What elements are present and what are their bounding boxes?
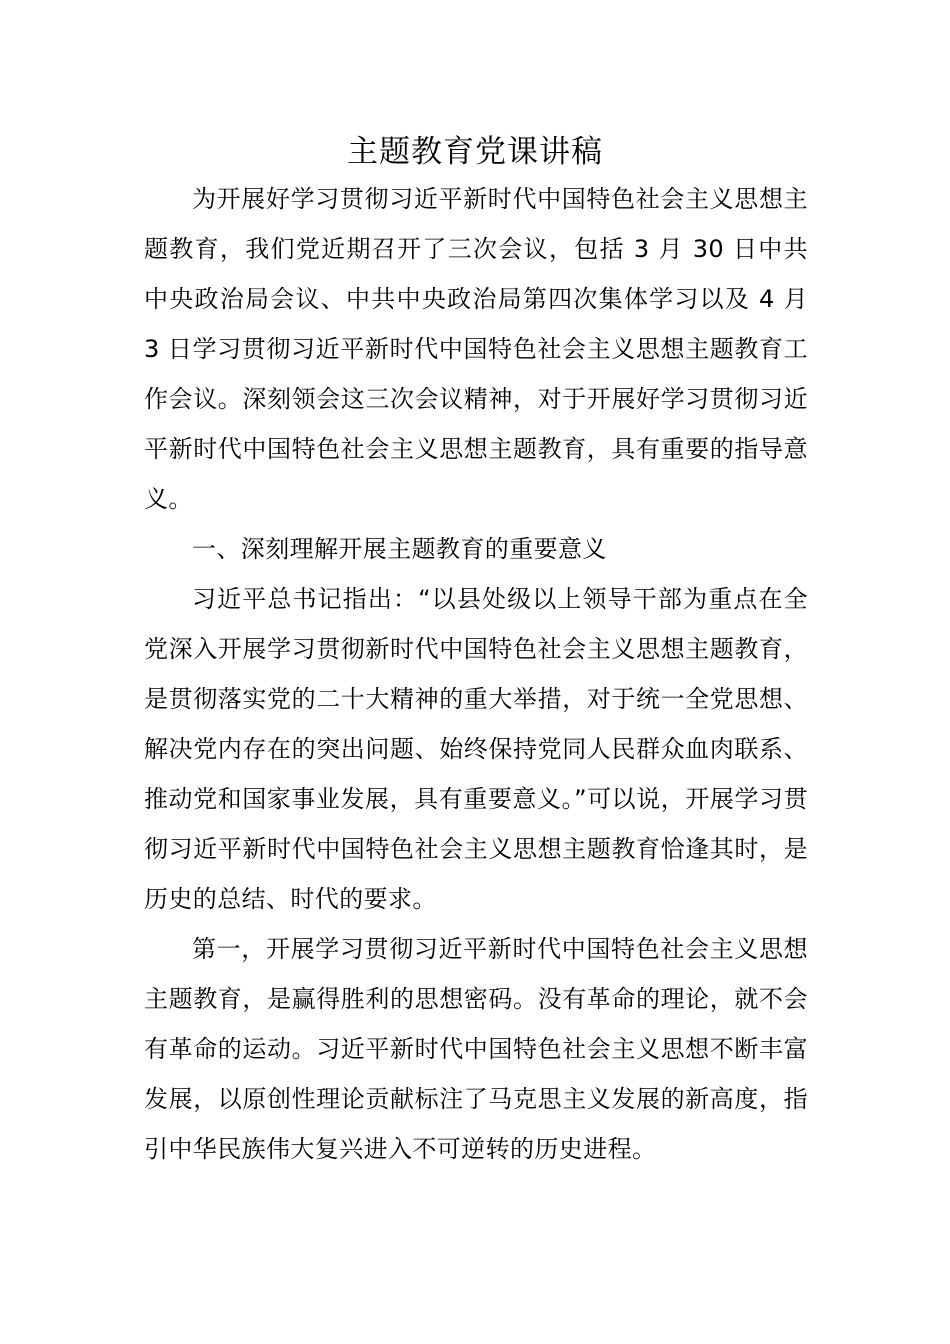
paragraph-intro: 为开展好学习贯彻习近平新时代中国特色社会主义思想主题教育，我们党近期召开了三次会议，包括 3 月 30 日中共中央政治局会议、中共中央政治局第四次集体学习以及 4 月 3 日学习贯彻习近平新时代中国特色社会主义思想主题教育工作会议。深刻领会这三次会议精神，对于开展好学习贯彻习近平新时代中国特色社会主义思想主题教育，具有重要的指导意义。 [144, 185, 808, 513]
paragraph-first-point: 第一，开展学习贯彻习近平新时代中国特色社会主义思想主题教育，是赢得胜利的思想密码。没有革命的理论，就不会有革命的运动。习近平新时代中国特色社会主义思想不断丰富发展，以原创性理论贡献标注了马克思主义发展的新高度，指引中华民族伟大复兴进入不可逆转的历史进程。 [144, 935, 808, 1163]
document-title: 主题教育党课讲稿 [347, 134, 603, 170]
section-heading: 一、深刻理解开展主题教育的重要意义 [192, 535, 607, 563]
document-body [144, 174, 808, 1174]
paragraph-quote: 习近平总书记指出：“以县处级以上领导干部为重点在全党深入开展学习贯彻新时代中国特色社会主义思想主题教育，是贯彻落实党的二十大精神的重大举措，对于统一全党思想、解决党内存在的突出问题、始终保持党同人民群众血肉联系、推动党和国家事业发展，具有重要意义。”可以说，开展学习贯彻习近平新时代中国特色社会主义思想主题教育恰逢其时，是历史的总结、时代的要求。 [144, 585, 808, 913]
